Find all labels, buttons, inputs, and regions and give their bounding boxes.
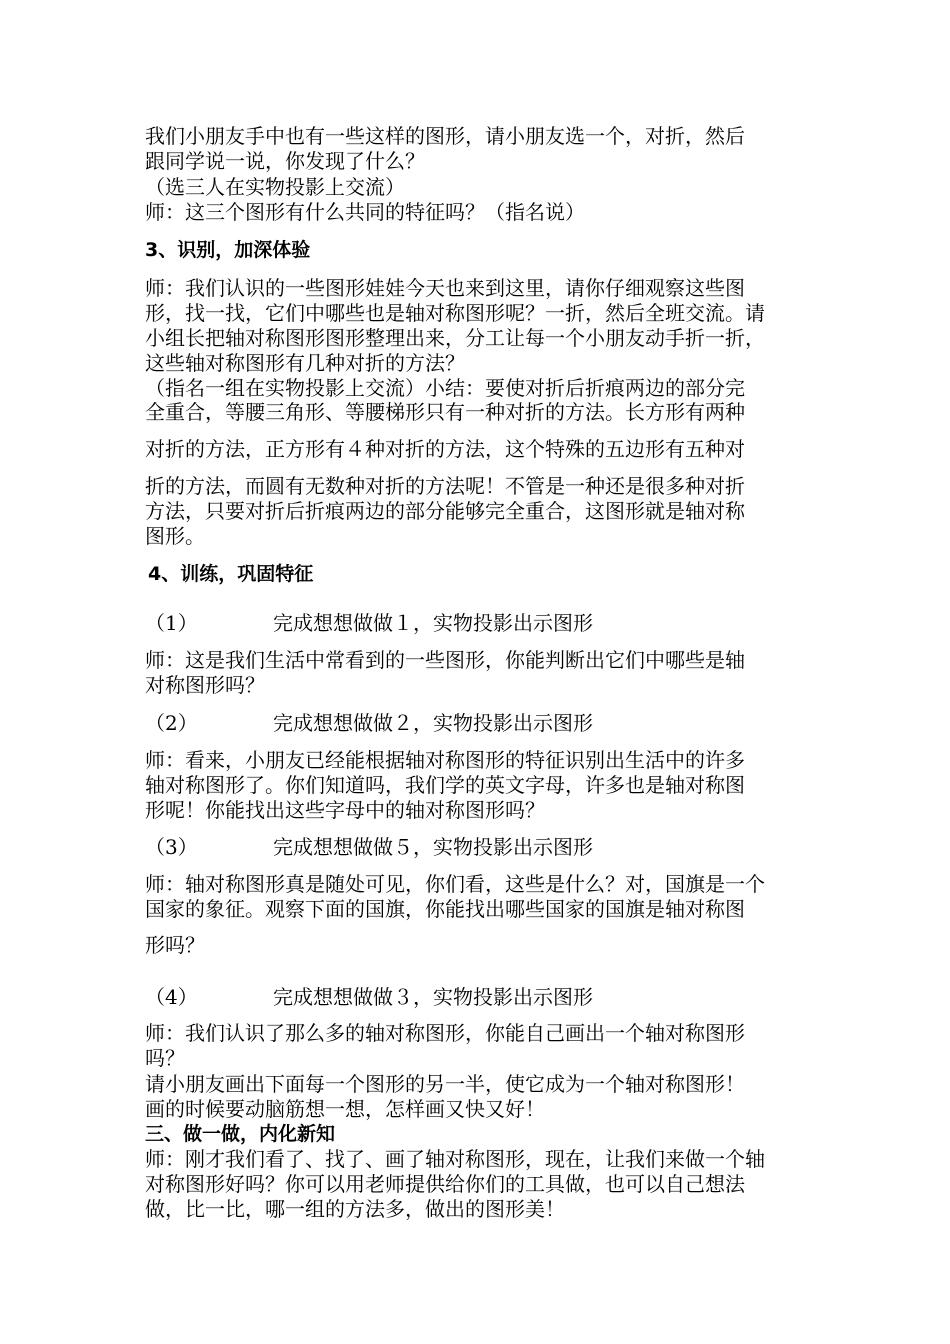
paragraph-line: 师：我们认识了那么多的轴对称图形，你能自己画出一个轴对称图形 xyxy=(145,1021,745,1045)
paragraph-line: 请小朋友画出下面每一个图形的另一半，使它成为一个轴对称图形！ xyxy=(145,1072,745,1096)
exercise-text: 完成想想做做１，实物投影出示图形 xyxy=(273,611,593,635)
paragraph-line: 形吗？ xyxy=(145,933,205,957)
intro-line-2: 跟同学说一说，你发现了什么？ xyxy=(145,149,425,173)
paragraph-line: 师：我们认识的一些图形娃娃今天也来到这里，请你仔细观察这些图 xyxy=(145,276,745,300)
exercise-label: （3） xyxy=(145,835,198,859)
paragraph-line: 方法，只要对折后折痕两边的部分能够完全重合，这图形就是轴对称 xyxy=(145,499,745,523)
exercise-2-title xyxy=(145,711,593,735)
paragraph-line: 对称图形好吗？你可以用老师提供给你们的工具做，也可以自己想法 xyxy=(145,1172,745,1196)
paragraph-line: 对称图形吗？ xyxy=(145,673,265,697)
exercise-1-title xyxy=(145,611,593,635)
exercise-text: 完成想想做做５，实物投影出示图形 xyxy=(273,835,593,859)
paragraph-line: 对折的方法，正方形有４种对折的方法，这个特殊的五边形有五种对 xyxy=(145,437,745,461)
paragraph-line: （指名一组在实物投影上交流）小结：要使对折后折痕两边的部分完 xyxy=(145,376,745,400)
paragraph-line: 师：刚才我们看了、找了、画了轴对称图形，现在，让我们来做一个轴 xyxy=(145,1147,765,1171)
paragraph-line: 画的时候要动脑筋想一想，怎样画又快又好！ xyxy=(145,1097,545,1121)
exercise-4-title xyxy=(145,985,593,1009)
paragraph-line: 吗？ xyxy=(145,1046,185,1070)
exercise-3-title xyxy=(145,835,593,859)
paragraph-line: 师：看来，小朋友已经能根据轴对称图形的特征识别出生活中的许多 xyxy=(145,748,745,772)
paragraph-line: 形呢！你能找出这些字母中的轴对称图形吗？ xyxy=(145,798,545,822)
section-3-heading: 3、识别，加深体验 xyxy=(145,239,311,261)
paragraph-line: 小组长把轴对称图形图形整理出来，分工让每一个小朋友动手折一折， xyxy=(145,326,765,350)
paragraph-line: 折的方法，而圆有无数种对折的方法呢！不管是一种还是很多种对折 xyxy=(145,474,745,498)
paragraph-line: 图形。 xyxy=(145,524,205,548)
paragraph-line: 师：轴对称图形真是随处可见，你们看，这些是什么？对，国旗是一个 xyxy=(145,872,765,896)
exercise-label: （1） xyxy=(145,611,198,635)
paragraph-line: 师：这是我们生活中常看到的一些图形，你能判断出它们中哪些是轴 xyxy=(145,648,745,672)
paragraph-line: 国家的象征。观察下面的国旗，你能找出哪些国家的国旗是轴对称图 xyxy=(145,897,745,921)
paragraph-line: 这些轴对称图形有几种对折的方法？ xyxy=(145,351,465,375)
intro-line-3: （选三人在实物投影上交流） xyxy=(145,175,405,199)
paragraph-line: 轴对称图形了。你们知道吗，我们学的英文字母，许多也是轴对称图 xyxy=(145,773,745,797)
intro-line-4: 师：这三个图形有什么共同的特征吗？（指名说） xyxy=(145,200,585,224)
exercise-label: （4） xyxy=(145,985,198,1009)
paragraph-line: 做，比一比，哪一组的方法多，做出的图形美！ xyxy=(145,1197,565,1221)
paragraph-line: 形，找一找，它们中哪些也是轴对称图形呢？一折，然后全班交流。请 xyxy=(145,301,765,325)
exercise-text: 完成想想做做３，实物投影出示图形 xyxy=(273,985,593,1009)
paragraph-line: 全重合，等腰三角形、等腰梯形只有一种对折的方法。长方形有两种 xyxy=(145,400,745,424)
exercise-text: 完成想想做做２，实物投影出示图形 xyxy=(273,711,593,735)
section-4-heading: 4、训练，巩固特征 xyxy=(148,563,314,585)
exercise-label: （2） xyxy=(145,711,198,735)
section-three-heading: 三、做一做，内化新知 xyxy=(145,1123,336,1145)
intro-line-1: 我们小朋友手中也有一些这样的图形，请小朋友选一个，对折，然后 xyxy=(145,124,745,148)
